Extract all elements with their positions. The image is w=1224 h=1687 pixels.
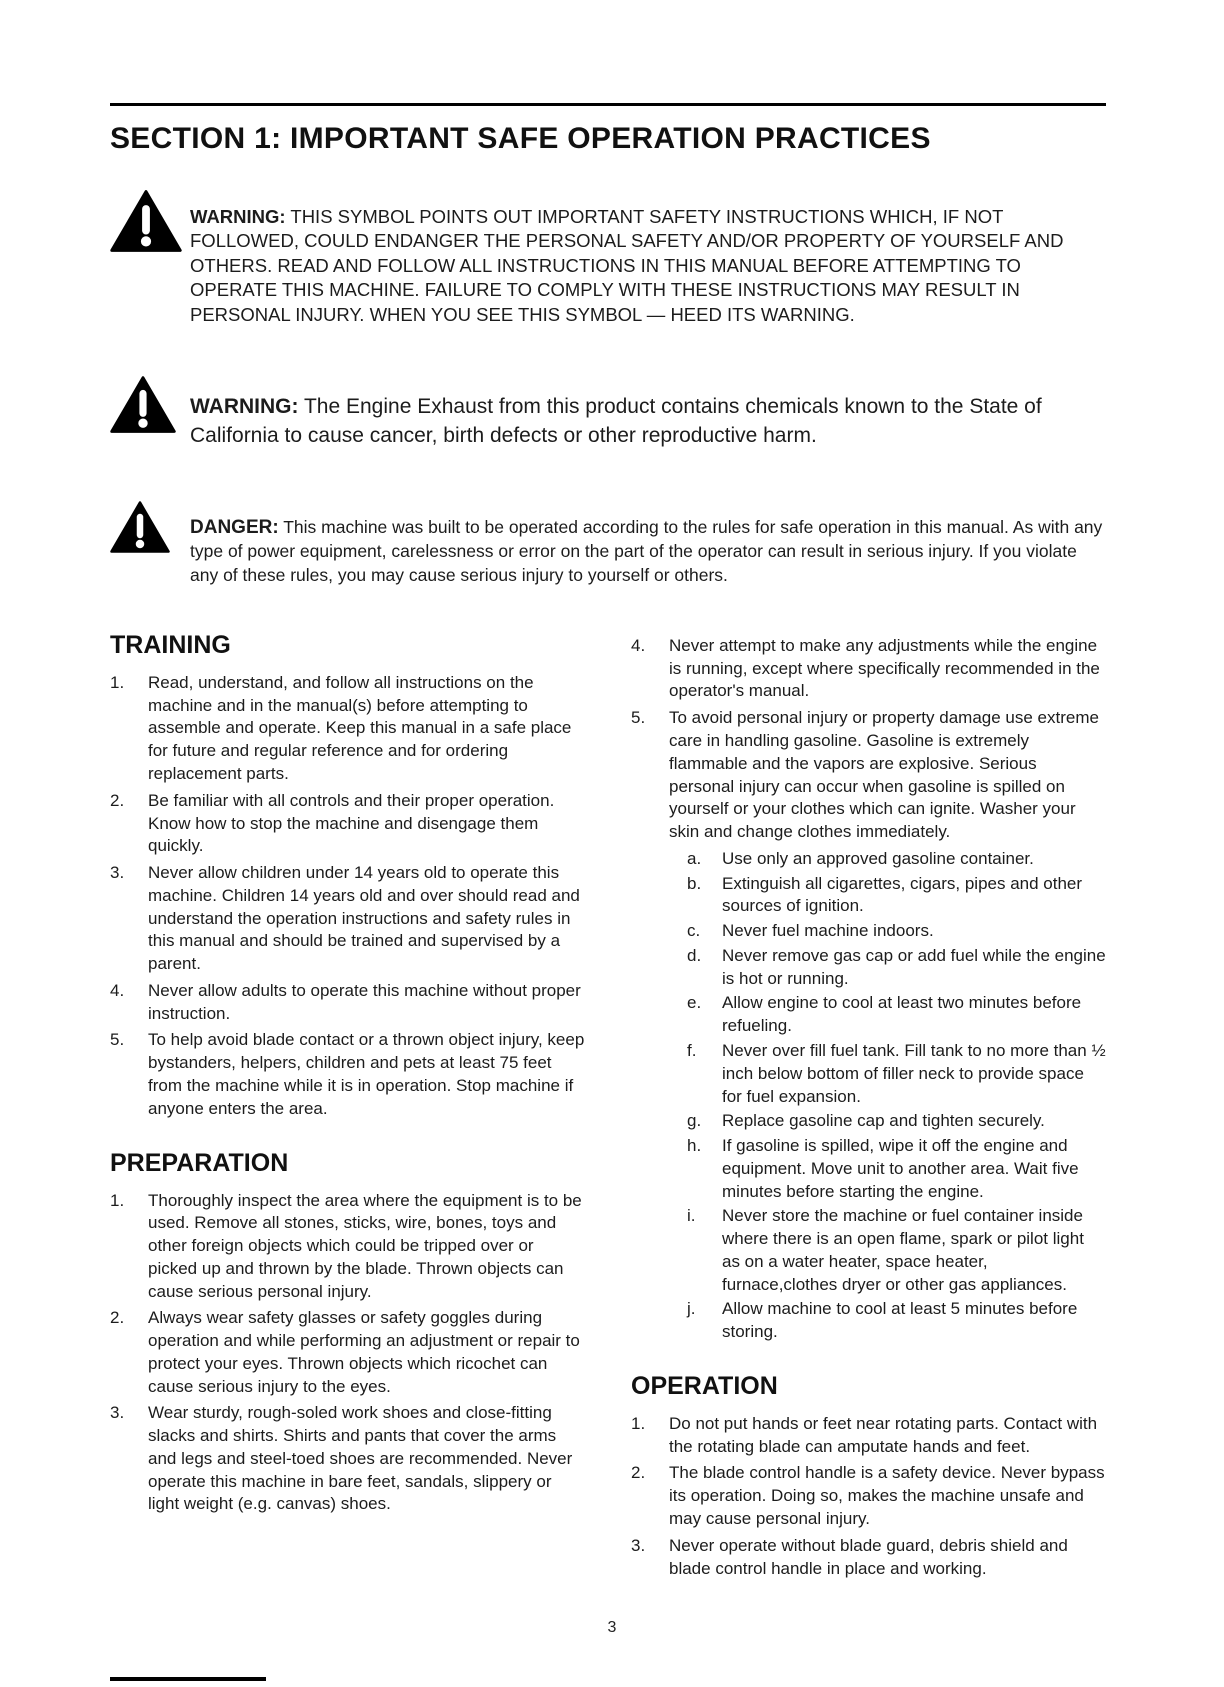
item-text: Never attempt to make any adjustments while the engine is running, except where specifically recommended in the operator's manual. xyxy=(669,635,1100,701)
item-text: The blade control handle is a safety device. Never bypass its operation. Doing so, makes the machine unsafe and may cause personal injury. xyxy=(669,1463,1105,1528)
bottom-left-mark xyxy=(110,1677,266,1681)
preparation-heading: PREPARATION xyxy=(110,1148,289,1177)
item-text: Never fuel machine indoors. xyxy=(722,921,934,941)
item-number: 4. xyxy=(110,980,125,1000)
warning-label: WARNING: xyxy=(190,394,299,418)
warning-label: WARNING: xyxy=(190,205,286,227)
item-text: If gasoline is spilled, wipe it off the engine and equipment. Move unit to another area. Wait five minutes before starting the engine. xyxy=(722,1136,1079,1201)
item-letter: f. xyxy=(687,1040,697,1060)
two-column-body xyxy=(110,631,1106,1584)
item-text: Thoroughly inspect the area where the equipment is to be used. Remove all stones, sticks, wire, bones, toys and other foreign objects which could be tripped over or picked up and thrown by the blade. Thrown objects can cause serious personal injury. xyxy=(148,1190,582,1301)
item-letter: j. xyxy=(687,1299,696,1319)
sub-item-d xyxy=(631,945,1106,991)
item-text: Wear sturdy, rough-soled work shoes and close-fitting slacks and shirts. Shirts and pants that cover the arms and legs and steel-toed shoes are recommended. Never operate this machine in bare feet, sandals, slippery or light weight (e.g. canvas) shoes. xyxy=(148,1403,573,1514)
item-text: Never remove gas cap or add fuel while the engine is hot or running. xyxy=(722,945,1106,988)
item-number: 5. xyxy=(110,1030,125,1050)
item-text: Extinguish all cigarettes, cigars, pipes and other sources of ignition. xyxy=(722,873,1083,916)
preparation-item-2 xyxy=(110,1307,585,1398)
sub-item-i xyxy=(631,1205,1106,1296)
sub-item-g xyxy=(631,1110,1106,1133)
sub-item-b xyxy=(631,873,1106,919)
item-text: Never allow children under 14 years old to operate this machine. Children 14 years old and over should read and understand the operation instructions and safety rules in this manual and should be trained and supervised by a parent. xyxy=(148,863,580,974)
sub-item-f xyxy=(631,1040,1106,1108)
warning-triangle-icon xyxy=(110,186,190,253)
danger-label: DANGER: xyxy=(190,516,279,538)
item-number: 1. xyxy=(110,1190,125,1210)
item-text: Be familiar with all controls and their proper operation. Know how to stop the machine and disengage them quickly. xyxy=(148,790,555,856)
item-number: 4. xyxy=(631,635,646,655)
manual-page xyxy=(0,103,1224,1584)
training-item-3 xyxy=(110,862,585,976)
item-number: 3. xyxy=(631,1535,646,1555)
item-text: Replace gasoline cap and tighten securely. xyxy=(722,1111,1045,1131)
item-text: Never allow adults to operate this machine without proper instruction. xyxy=(148,980,581,1023)
warning-triangle-icon xyxy=(110,372,190,434)
item-number: 5. xyxy=(631,708,646,728)
item-text: Allow machine to cool at least 5 minutes before storing. xyxy=(722,1299,1078,1342)
warning-text: The Engine Exhaust from this product contains chemicals known to the State of California to cause cancer, birth defects or other reproductive harm. xyxy=(190,394,1042,447)
danger-block xyxy=(110,497,1106,605)
item-text: Do not put hands or feet near rotating parts. Contact with the rotating blade can amputate hands and feet. xyxy=(669,1413,1098,1456)
operation-item-2 xyxy=(631,1462,1106,1530)
item-text: To help avoid blade contact or a thrown object injury, keep bystanders, helpers, children and pets at least 75 feet from the machine while it is in operation. Stop machine if anyone enters the area. xyxy=(148,1030,585,1118)
warning-text: THIS SYMBOL POINTS OUT IMPORTANT SAFETY INSTRUCTIONS WHICH, IF NOT FOLLOWED, COULD ENDANGER THE PERSONAL SAFETY AND/OR PROPERTY OF YOURSELF AND OTHERS. READ AND FOLLOW ALL INSTRUCTIONS IN THIS MANUAL BEFORE ATTEMPTING TO OPERATE THIS MACHINE. FAILURE TO COMPLY WITH THESE INSTRUCTIONS MAY RESULT IN PERSONAL INJURY. WHEN YOU SEE THIS SYMBOL — HEED ITS WARNING. xyxy=(190,205,1064,325)
gasoline-sub-list xyxy=(631,848,1106,1344)
warning-triangle-icon xyxy=(110,497,190,554)
item-number: 2. xyxy=(110,1308,125,1328)
item-text: Allow engine to cool at least two minutes before refueling. xyxy=(722,993,1082,1036)
danger-text: This machine was built to be operated according to the rules for safe operation in this manual. As with any type of power equipment, carelessness or error on the part of the operator can result in serious injury. If you violate any of these rules, you may cause serious injury to yourself or others. xyxy=(190,516,1103,585)
item-number: 1. xyxy=(631,1413,646,1433)
operation-item-3 xyxy=(631,1535,1106,1581)
item-letter: i. xyxy=(687,1206,696,1226)
item-letter: d. xyxy=(687,945,702,965)
item-text: To avoid personal injury or property damage use extreme care in handling gasoline. Gasoline is extremely flammable and the vapors are explosive. Serious personal injury can occur when gasoline is spilled on yourself or your clothes which can ignite. Washer your skin and change clothes immediately. xyxy=(669,708,1099,842)
warning-block-symbol xyxy=(110,186,1106,346)
sub-item-e xyxy=(631,992,1106,1038)
item-letter: a. xyxy=(687,848,702,868)
sub-item-a xyxy=(631,848,1106,871)
item-number: 2. xyxy=(631,1463,646,1483)
warning-text-block xyxy=(190,205,1106,328)
training-item-5 xyxy=(110,1029,585,1120)
sub-item-c xyxy=(631,920,1106,943)
item-text: Never operate without blade guard, debris shield and blade control handle in place and working. xyxy=(669,1535,1068,1578)
preparation-item-4 xyxy=(631,635,1106,703)
item-letter: g. xyxy=(687,1111,702,1131)
training-item-1 xyxy=(110,672,585,786)
left-column xyxy=(110,631,585,1584)
item-text: Never over fill fuel tank. Fill tank to no more than ½ inch below bottom of filler neck to provide space for fuel expansion. xyxy=(722,1040,1106,1106)
item-text: Always wear safety glasses or safety goggles during operation and while performing an adjustment or repair to protect your eyes. Thrown objects which ricochet can cause serious injury to the eyes. xyxy=(148,1308,580,1396)
warning-block-exhaust xyxy=(110,372,1106,471)
operation-heading: OPERATION xyxy=(631,1371,778,1400)
operation-item-1 xyxy=(631,1413,1106,1459)
warning-text-block xyxy=(190,393,1106,450)
training-item-4 xyxy=(110,980,585,1026)
danger-text-block xyxy=(190,515,1106,588)
preparation-item-1 xyxy=(110,1190,585,1304)
training-heading: TRAINING xyxy=(110,630,231,659)
page-number: 3 xyxy=(607,1619,617,1636)
page-title: SECTION 1: IMPORTANT SAFE OPERATION PRACTICES xyxy=(110,122,931,155)
item-text: Never store the machine or fuel container inside where there is an open flame, spark or pilot light as on a water heater, space heater, furnace,clothes dryer or other gas appliances. xyxy=(722,1206,1084,1294)
item-letter: b. xyxy=(687,873,702,893)
sub-item-h xyxy=(631,1135,1106,1203)
item-text: Use only an approved gasoline container. xyxy=(722,848,1034,868)
item-number: 2. xyxy=(110,790,125,810)
item-letter: h. xyxy=(687,1136,702,1156)
item-letter: c. xyxy=(687,921,701,941)
item-text: Read, understand, and follow all instructions on the machine and in the manual(s) before attempting to assemble and operate. Keep this manual in a safe place for future and regular reference and for ordering replacement parts. xyxy=(148,672,572,784)
preparation-item-5 xyxy=(631,707,1106,844)
item-number: 1. xyxy=(110,672,125,692)
sub-item-j xyxy=(631,1298,1106,1344)
item-letter: e. xyxy=(687,993,702,1013)
top-divider xyxy=(110,103,1106,106)
item-number: 3. xyxy=(110,1403,125,1423)
item-number: 3. xyxy=(110,863,125,883)
preparation-item-3 xyxy=(110,1402,585,1516)
training-item-2 xyxy=(110,790,585,858)
right-column xyxy=(631,631,1106,1584)
